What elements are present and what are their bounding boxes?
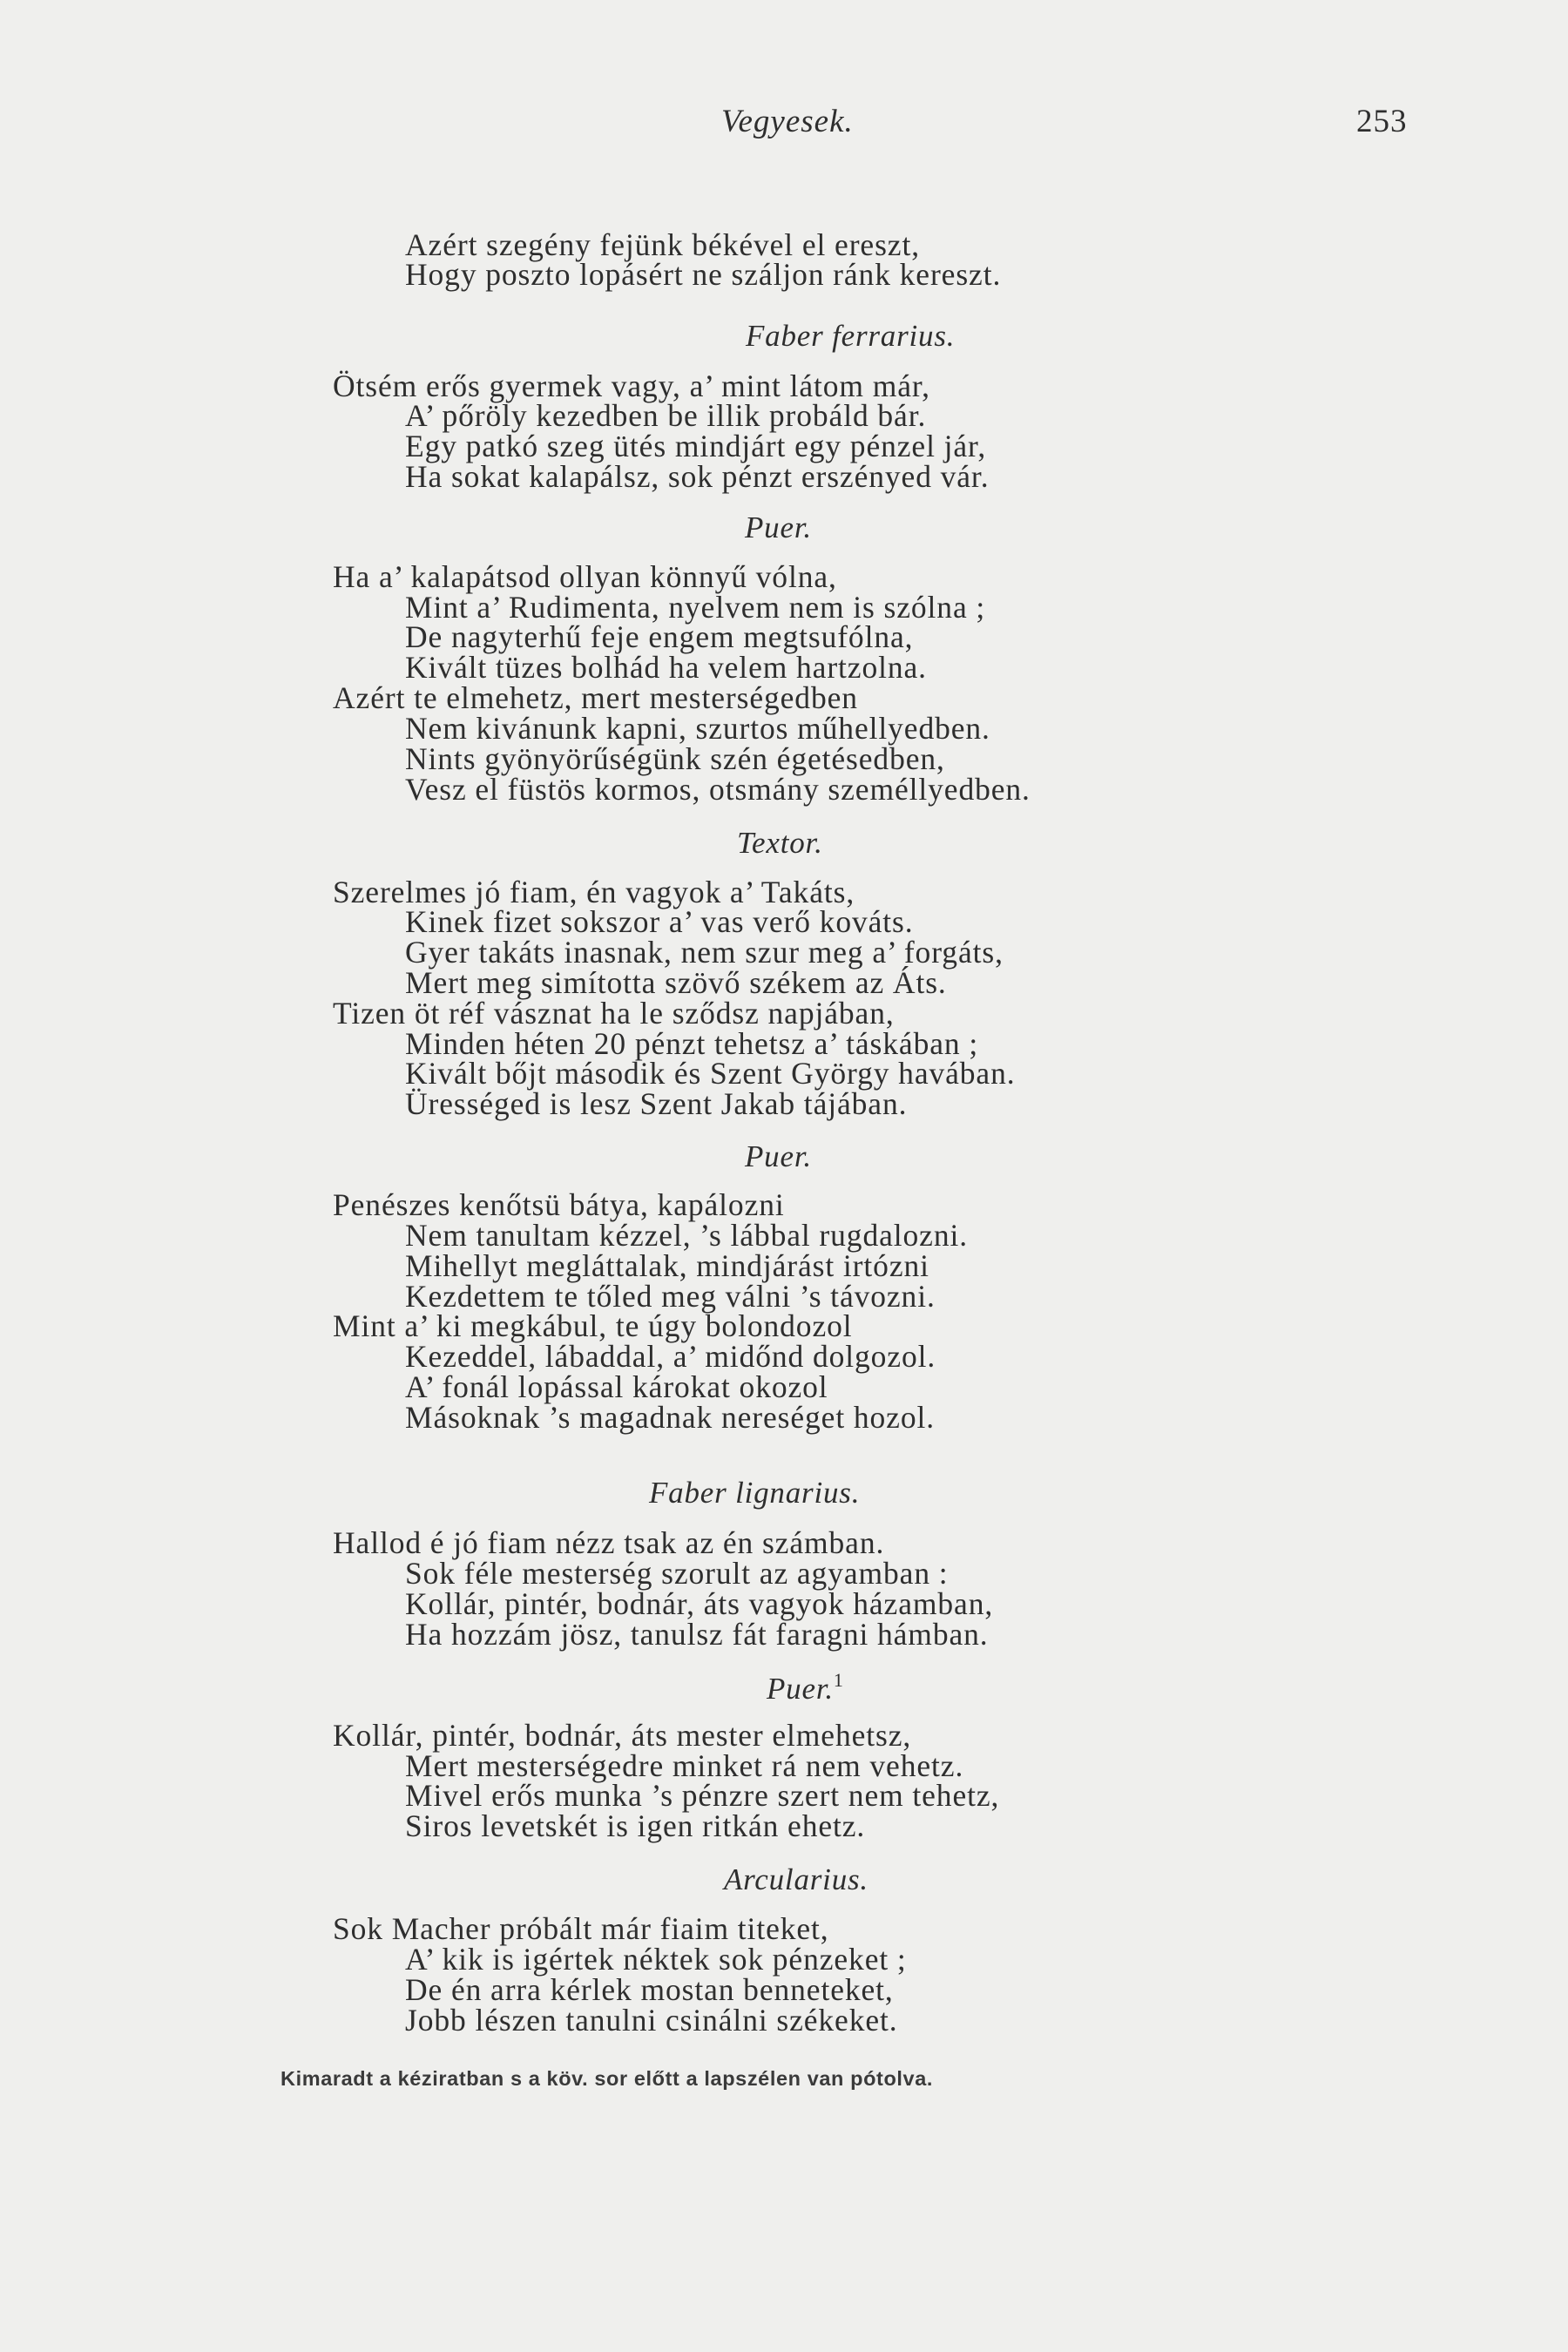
poem-line: A’ fonál lopással károkat okozol [405, 1369, 828, 1404]
poem-line: Sok Macher próbált már fiaim titeket, [333, 1911, 829, 1946]
speaker-heading [746, 321, 955, 351]
poem-line: Ha hozzám jösz, tanulsz fát faragni hámban. [405, 1617, 989, 1652]
poem-line: Mihellyt megláttalak, mindjárást irtózni [405, 1248, 929, 1283]
poem-line: Ha a’ kalapátsod ollyan könnyű vólna, [333, 559, 837, 594]
speaker-heading [724, 1864, 868, 1895]
speaker-name: Textor. [737, 826, 823, 860]
poem-line: Siros levetskét is igen ritkán ehetz. [405, 1808, 866, 1843]
poem-line: Másoknak ’s magadnak nereséget hozol. [405, 1400, 936, 1435]
poem-line: Nints gyönyörűségünk szén égetésedben, [405, 741, 945, 776]
poem-line: Kivált tüzes bolhád ha velem hartzolna. [405, 650, 927, 685]
poem-line: Hogy poszto lopásért ne száljon ránk kereszt. [405, 257, 1002, 292]
poem-line: Azért te elmehetz, mert mesterségedben [333, 680, 858, 715]
running-title: Vegyesek. [721, 104, 854, 139]
poem-line: A’ kik is igértek néktek sok pénzeket ; [405, 1942, 907, 1977]
speaker-name: Puer. [745, 510, 812, 544]
poem-line: Mint a’ ki megkábul, te úgy bolondozol [333, 1308, 853, 1343]
page-number: 253 [1356, 104, 1408, 139]
poem-line: Minden héten 20 pénzt tehetsz a’ táskában ; [405, 1026, 979, 1061]
speaker-name: Puer. [767, 1672, 834, 1706]
poem-line: Mert meg simította szövő székem az Áts. [405, 965, 947, 1000]
poem-line: Tizen öt réf vásznat ha le sződsz napjában, [333, 996, 895, 1031]
poem-line: Vesz el füstös kormos, otsmány személlyedben. [405, 772, 1031, 807]
footnote: Kimaradt a kéziratban s a köv. sor előtt a lapszélen van pótolva. [280, 2067, 934, 2090]
poem-line: De én arra kérlek mostan benneteket, [405, 1972, 894, 2007]
footnote-marker[interactable]: 1 [833, 1669, 844, 1691]
speaker-name: Faber lignarius. [649, 1476, 861, 1510]
poem-line: Mivel erős munka ’s pénzre szert nem tehetz, [405, 1778, 1000, 1813]
poem-line: De nagyterhű feje engem megtsufólna, [405, 619, 914, 654]
poem-line: Kezdettem te tőled meg válni ’s távozni. [405, 1279, 936, 1314]
poem-line: Nem kivánunk kapni, szurtos műhellyedben. [405, 711, 990, 746]
poem-line: Kezeddel, lábaddal, a’ midőnd dolgozol. [405, 1339, 936, 1374]
poem-line: Kinek fizet sokszor a’ vas verő kováts. [405, 904, 914, 939]
poem-line: Egy patkó szeg ütés mindjárt egy pénzel jár, [405, 429, 987, 463]
poem-line: Gyer takáts inasnak, nem szur meg a’ forgáts, [405, 935, 1004, 970]
poem-line: Kivált bőjt második és Szent György havában. [405, 1056, 1016, 1091]
speaker-heading [745, 512, 812, 543]
speaker-heading [767, 1671, 844, 1704]
poem-line: Ürességed is lesz Szent Jakab tájában. [405, 1086, 908, 1121]
poem-line: Azért szegény fejünk békével el ereszt, [405, 227, 920, 262]
poem-line: Mert mesterségedre minket rá nem vehetz. [405, 1748, 964, 1783]
poem-line: Ha sokat kalapálsz, sok pénzt erszényed vár. [405, 459, 990, 494]
poem-line: Ötsém erős gyermek vagy, a’ mint látom már, [333, 368, 930, 403]
poem-line: Hallod é jó fiam nézz tsak az én számban. [333, 1525, 885, 1560]
speaker-heading [737, 828, 823, 858]
speaker-name: Faber ferrarius. [746, 319, 956, 353]
poem-line: Jobb lészen tanulni csinálni székeket. [405, 2003, 898, 2038]
speaker-name: Puer. [745, 1139, 812, 1173]
poem-line: Mint a’ Rudimenta, nyelvem nem is szólna ; [405, 590, 986, 625]
poem-line: Penészes kenőtsü bátya, kapálozni [333, 1187, 785, 1222]
speaker-heading [649, 1477, 860, 1508]
poem-line: A’ pőröly kezedben be illik probáld bár. [405, 398, 927, 433]
poem-line: Nem tanultam kézzel, ’s lábbal rugdalozni. [405, 1218, 969, 1253]
poem-line: Kollár, pintér, bodnár, áts mester elmehetsz, [333, 1718, 912, 1753]
poem-line: Kollár, pintér, bodnár, áts vagyok házamban, [405, 1586, 994, 1621]
speaker-heading [745, 1141, 812, 1172]
speaker-name: Arcularius. [724, 1862, 868, 1896]
poem-line: Sok féle mesterség szorult az agyamban : [405, 1556, 949, 1591]
poem-line: Szerelmes jó fiam, én vagyok a’ Takáts, [333, 875, 855, 909]
